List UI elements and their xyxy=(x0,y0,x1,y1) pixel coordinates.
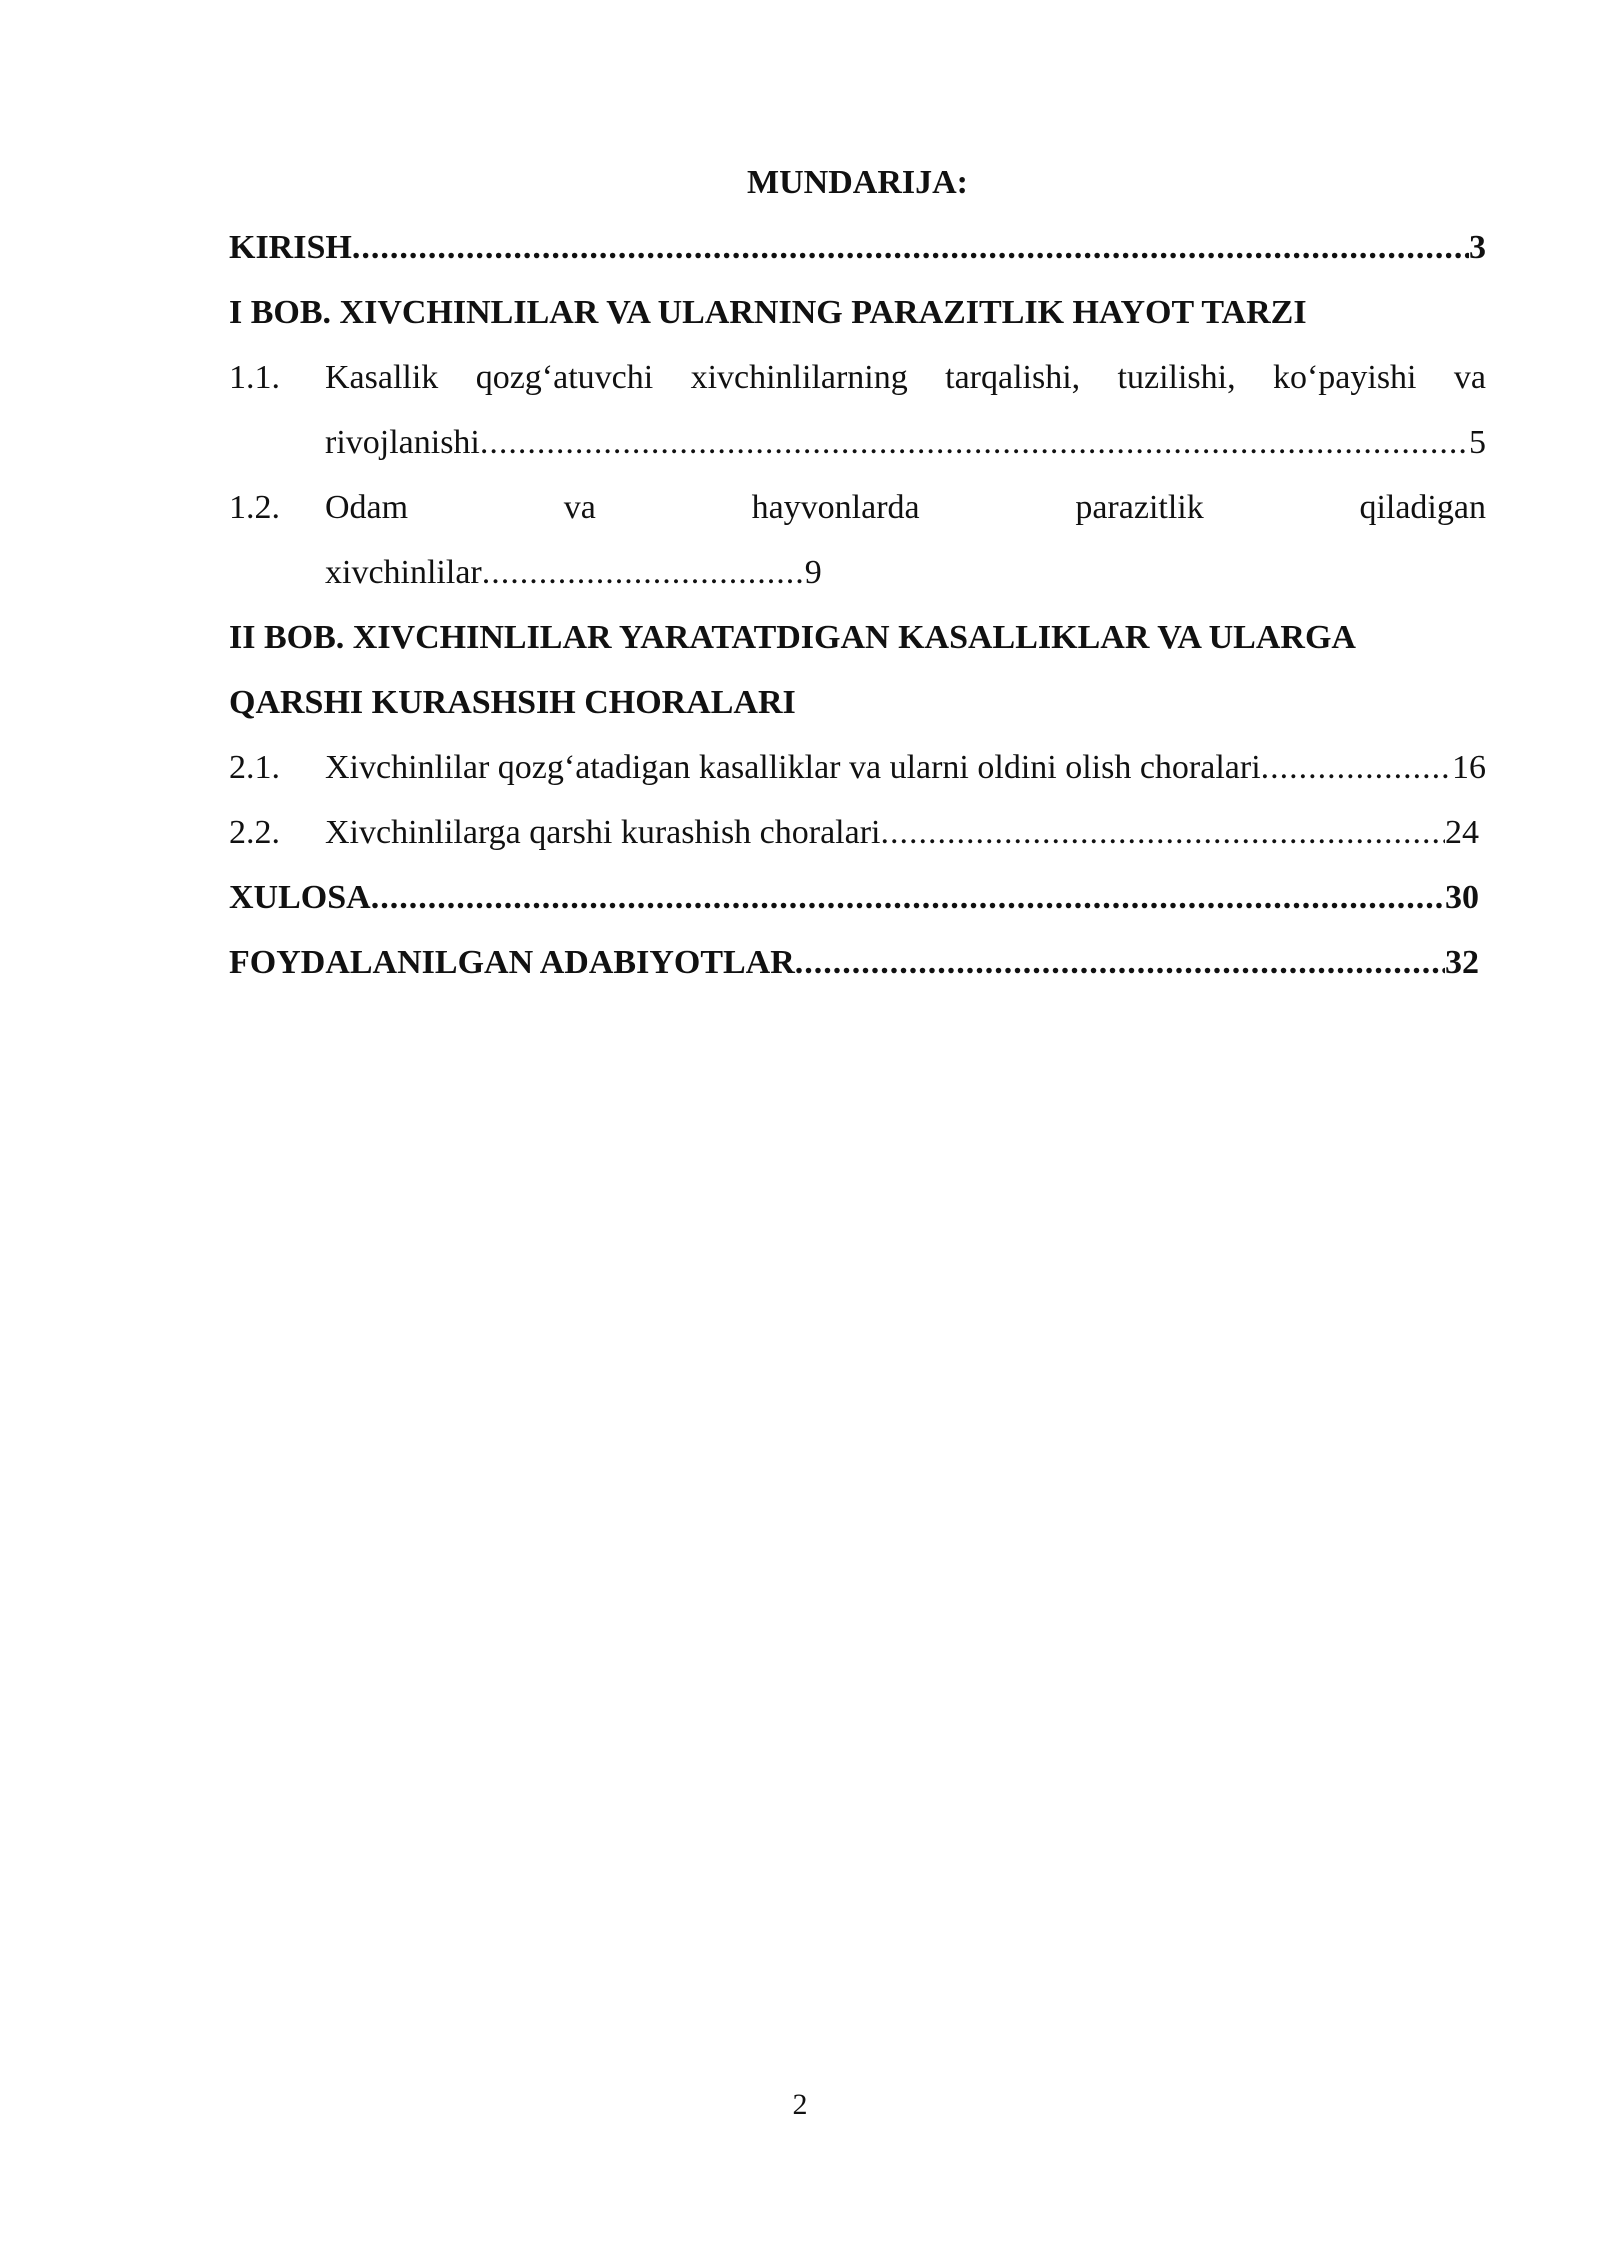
toc-entry-page: 24 xyxy=(1445,814,1479,851)
toc-entry-line xyxy=(325,800,1479,865)
toc-entry-2-2[interactable] xyxy=(229,800,1486,865)
toc-entry-1-2-continued[interactable] xyxy=(229,540,1486,605)
toc-dot-leader xyxy=(352,215,1469,280)
toc-entry-label: II BOB. XIVCHINLILAR YARATATDIGAN KASALLIKLAR VA ULARGA xyxy=(229,619,1356,656)
toc-dot-leader xyxy=(881,800,1446,865)
toc-word: va xyxy=(563,489,596,526)
toc-word: tuzilishi, xyxy=(1117,359,1236,396)
toc-entry-label: Xivchinlilarga qarshi kurashish choralari xyxy=(325,814,881,851)
toc-entry-xulosa[interactable] xyxy=(229,865,1486,930)
toc-dot-leader xyxy=(795,930,1445,995)
toc-word: va xyxy=(1453,359,1486,396)
toc-entry-number: 2.2. xyxy=(229,814,280,851)
toc-entry-number: 2.1. xyxy=(229,749,280,786)
toc-entry-line xyxy=(325,475,1486,540)
toc-entry-chapter-2-continued[interactable] xyxy=(229,670,1486,735)
toc-word: tarqalishi, xyxy=(945,359,1081,396)
toc-entry-chapter-2[interactable] xyxy=(229,605,1486,670)
toc-entry-page: 5 xyxy=(1469,424,1486,461)
toc-word: hayvonlarda xyxy=(751,489,920,526)
toc-entry-page: 16 xyxy=(1452,749,1486,786)
toc-entry-label: I BOB. XIVCHINLILAR VA ULARNING PARAZITLIK HAYOT TARZI xyxy=(229,294,1307,331)
toc-entry-label: rivojlanishi xyxy=(325,424,480,461)
toc-dot-leader xyxy=(371,865,1445,930)
toc-dot-leader xyxy=(1261,735,1452,800)
toc-entry-label: Xivchinlilar qozg‘atadigan kasalliklar va ularni oldini olish choralari xyxy=(325,749,1261,786)
toc-entry-line xyxy=(325,735,1486,800)
toc-entry-kirish[interactable] xyxy=(229,215,1486,280)
toc-word: xivchinlilarning xyxy=(690,359,908,396)
toc-entry-label: xivchinlilar xyxy=(325,554,482,591)
toc-entry-line xyxy=(325,345,1486,410)
toc-dot-leader xyxy=(480,410,1469,475)
toc-entry-page: 9 xyxy=(804,554,822,591)
toc-entry-page: 3 xyxy=(1469,229,1486,266)
toc-entry-chapter-1[interactable] xyxy=(229,280,1486,345)
toc-word: Odam xyxy=(325,489,409,526)
toc-entry-page: 30 xyxy=(1445,879,1479,916)
toc-entry-1-1-continued[interactable] xyxy=(229,410,1486,475)
toc-entry-2-1[interactable] xyxy=(229,735,1486,800)
toc-entry-label: QARSHI KURASHSIH CHORALARI xyxy=(229,684,796,721)
toc-title: MUNDARIJA: xyxy=(747,164,968,201)
table-of-contents xyxy=(229,150,1486,995)
toc-word: qozg‘atuvchi xyxy=(475,359,654,396)
toc-word: parazitlik xyxy=(1075,489,1204,526)
toc-entry-label: KIRISH xyxy=(229,229,352,266)
page-number: 2 xyxy=(792,2088,808,2121)
toc-entry-number: 1.2. xyxy=(229,489,280,526)
toc-word: qiladigan xyxy=(1359,489,1486,526)
toc-entry-page: 32 xyxy=(1445,944,1479,981)
toc-word: Kasallik xyxy=(325,359,439,396)
toc-word: ko‘payishi xyxy=(1272,359,1417,396)
toc-entry-1-2[interactable] xyxy=(229,475,1486,540)
toc-entry-1-1[interactable] xyxy=(229,345,1486,410)
toc-entry-label: FOYDALANILGAN ADABIYOTLAR xyxy=(229,944,795,981)
toc-entry-adabiyotlar[interactable] xyxy=(229,930,1486,995)
toc-entry-label: XULOSA xyxy=(229,879,371,916)
toc-entry-number: 1.1. xyxy=(229,359,280,396)
toc-dot-leader: .................................. xyxy=(481,554,805,591)
